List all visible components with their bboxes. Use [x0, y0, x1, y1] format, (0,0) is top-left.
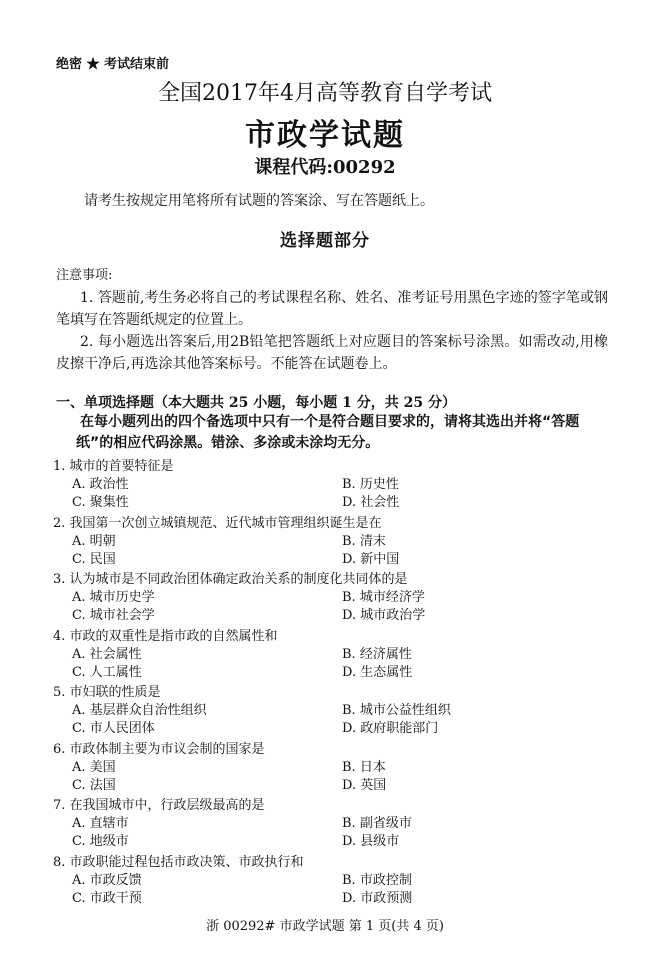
confidential-mark: 绝密 ★ 考试结束前 — [56, 57, 170, 72]
note-item: 1. 答题前,考生务必将自己的考试课程名称、姓名、准考证号用黑色字迹的签字笔或钢笔填写在答题纸规定的位置上。 — [56, 290, 608, 328]
answer-option: B. 城市经济学 — [342, 590, 425, 605]
answer-option: A. 美国 — [72, 759, 116, 775]
answer-option: C. 聚集性 — [72, 495, 129, 510]
answer-option: B. 市政控制 — [342, 872, 412, 888]
answer-option: A. 基层群众自治性组织 — [72, 703, 207, 718]
subject-title: 市政学试题 — [245, 118, 405, 153]
answer-option: C. 城市社会学 — [72, 608, 155, 623]
question-stem: 1. 城市的首要特征是 — [53, 459, 174, 474]
answer-option: D. 新中国 — [342, 551, 400, 567]
question-stem: 7. 在我国城市中，行政层级最高的是 — [53, 798, 265, 813]
answer-option: D. 县级市 — [342, 834, 400, 849]
course-code: 课程代码:00292 — [254, 157, 396, 178]
question-stem: 4. 市政的双重性是指市政的自然属性和 — [53, 628, 278, 644]
question-stem: 8. 市政职能过程包括市政决策、市政执行和 — [53, 854, 304, 870]
part-heading: 一、单项选择题（本大题共 25 小题，每小题 1 分，共 25 分） — [56, 395, 456, 411]
question-stem: 3. 认为城市是不同政治团体确定政治关系的制度化共同体的是 — [53, 572, 408, 587]
notes-heading: 注意事项: — [56, 268, 113, 283]
answer-option: A. 政治性 — [72, 477, 129, 492]
part-description: 在每小题列出的四个备选项中只有一个是符合题目要求的，请将其选出并将“答题纸”的相应代码涂黑。错涂、多涂或未涂均无分。 — [76, 414, 580, 451]
answer-option: C. 法国 — [72, 777, 116, 793]
answer-option: A. 城市历史学 — [72, 590, 155, 605]
answer-option: A. 直辖市 — [72, 816, 129, 831]
answer-instruction: 请考生按规定用笔将所有试题的答案涂、写在答题纸上。 — [84, 193, 434, 209]
answer-option: A. 市政反馈 — [72, 872, 142, 888]
answer-option: A. 社会属性 — [72, 646, 142, 662]
answer-option: B. 经济属性 — [342, 646, 412, 662]
answer-option: D. 城市政治学 — [342, 608, 426, 623]
answer-option: C. 地级市 — [72, 834, 129, 849]
question-stem: 5. 市妇联的性质是 — [53, 685, 161, 700]
answer-option: C. 民国 — [72, 551, 116, 567]
answer-option: B. 清末 — [342, 533, 386, 549]
answer-option: D. 生态属性 — [342, 664, 413, 680]
question-stem: 2. 我国第一次创立城镇规范、近代城市管理组织诞生是在 — [53, 515, 382, 531]
answer-option: A. 明朝 — [72, 533, 116, 549]
answer-option: D. 政府职能部门 — [342, 721, 439, 736]
answer-option: D. 社会性 — [342, 495, 400, 510]
note-item: 2. 每小题选出答案后,用2B铅笔把答题纸上对应题目的答案标号涂黑。如需改动,用橡皮擦干净后,再选涂其他答案标号。不能答在试题卷上。 — [56, 334, 608, 372]
answer-option: C. 市人民团体 — [72, 721, 155, 736]
page-footer: 浙 00292# 市政学试题 第 1 页(共 4 页) — [206, 919, 444, 934]
exam-title: 全国2017年4月高等教育自学考试 — [158, 81, 492, 106]
section-title: 选择题部分 — [280, 231, 370, 251]
answer-option: B. 日本 — [342, 759, 386, 775]
answer-option: C. 市政干预 — [72, 890, 142, 906]
answer-option: D. 市政预测 — [342, 890, 413, 906]
answer-option: B. 历史性 — [342, 477, 399, 492]
answer-option: B. 副省级市 — [342, 816, 412, 831]
answer-option: B. 城市公益性组织 — [342, 703, 451, 718]
answer-option: C. 人工属性 — [72, 664, 142, 680]
answer-option: D. 英国 — [342, 777, 387, 793]
question-stem: 6. 市政体制主要为市议会制的国家是 — [53, 741, 265, 757]
